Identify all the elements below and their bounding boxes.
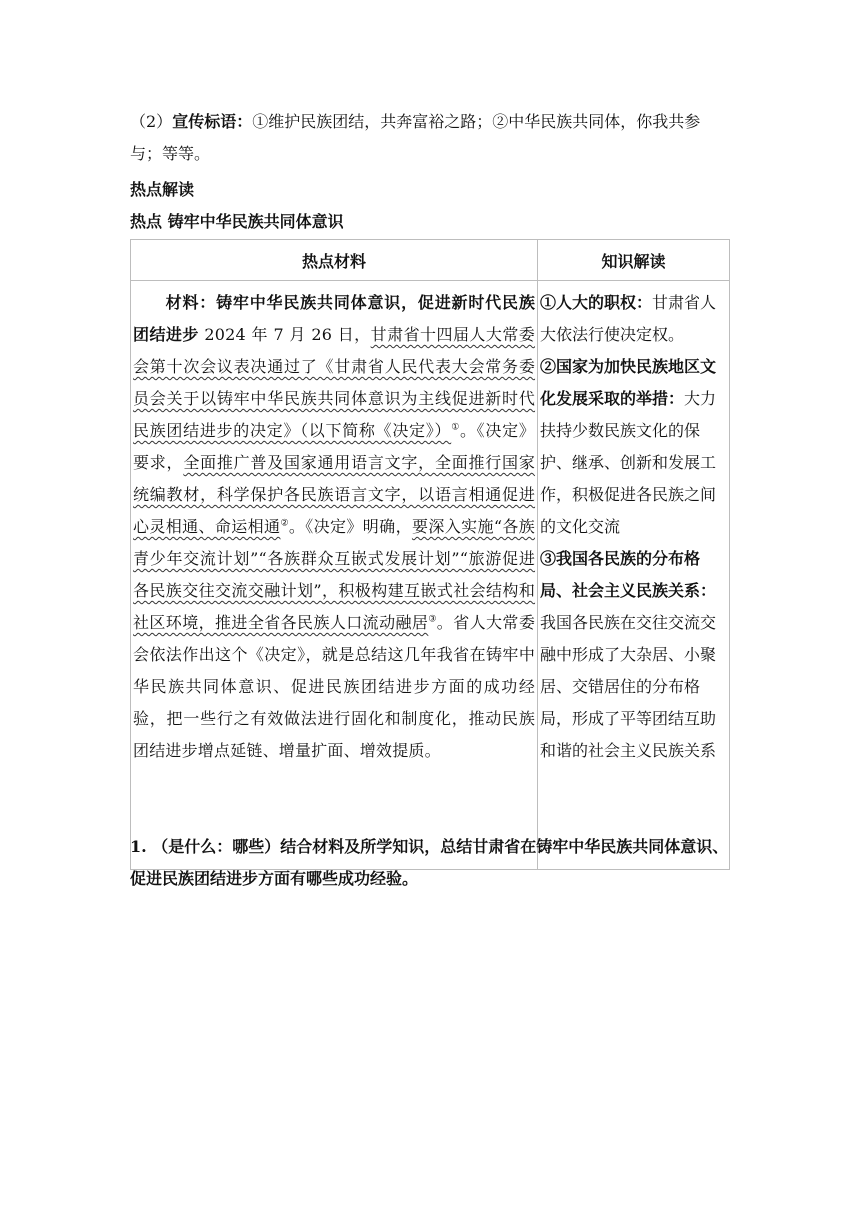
question-number: 1.	[130, 837, 147, 856]
material-cell	[131, 281, 538, 870]
marker-1: ①	[451, 422, 460, 433]
table-content-row	[131, 281, 730, 870]
material-text-3: 。《决定》明确，	[288, 517, 412, 536]
header-knowledge: 知识解读	[538, 240, 730, 281]
question-paragraph	[130, 831, 730, 895]
slogan-text: ①维护民族团结，共奔富裕之路；②中华民族共同体，你我共参与；等等。	[130, 112, 701, 163]
slogan-paragraph	[130, 106, 730, 170]
material-underline-1: 甘肃省十四届人大常委会第十次会议表决通过了《甘肃省人民代表大会常务委员会关于以铸牢中华民族共同体意识为主线促进新时代民族团结进步的决定》（以下简称《决定》）	[133, 325, 536, 440]
knowledge-text-3: 我国各民族在交往交流交融中形成了大杂居、小聚居、交错居住的分布格局，形成了平等团结互助和谐的社会主义民族关系	[540, 613, 717, 760]
knowledge-text-1: 甘肃省人大依法行使决定权。	[540, 293, 717, 344]
header-material: 热点材料	[131, 240, 538, 281]
knowledge-cell	[538, 281, 730, 870]
material-text-1: 2024 年 7 月 26 日，	[198, 325, 371, 344]
knowledge-item	[540, 287, 727, 351]
material-underline-2: 全面推广普及国家通用语言文字，全面推行国家统编教材，科学保护各民族语言文字，以语言相通促进心灵相通、命运相通	[133, 453, 536, 536]
material-text-2: 。《决定》要求，	[133, 421, 536, 472]
knowledge-text-2: 大力扶持少数民族文化的保护、继承、创新和发展工作，积极促进各民族之间的文化交流	[540, 389, 717, 536]
table-header-row	[131, 240, 730, 281]
question-text: （是什么：哪些）结合材料及所学知识，总结甘肃省在铸牢中华民族共同体意识、促进民族团结进步方面有哪些成功经验。	[130, 837, 729, 888]
knowledge-title-1: ①人大的职权：	[540, 293, 653, 312]
hotspot-title: 热点 铸牢中华民族共同体意识	[130, 212, 344, 231]
material-lead: 材料：铸牢中华民族共同体意识，促进新时代民族团结进步	[133, 293, 536, 344]
material-text-4: 。省人大常委会依法作出这个《决定》，就是总结这几年我省在铸牢中华民族共同体意识、促进民族团结进步方面的成功经验，把一些行之有效做法进行固化和制度化，推动民族团结进步增点延链、增量扩面、增效提质。	[133, 613, 536, 760]
slogan-prefix: （2）	[130, 112, 173, 131]
slogan-label: 宣传标语：	[172, 112, 253, 131]
marker-3: ③	[428, 614, 437, 625]
knowledge-title-2: ②国家为加快民族地区文化发展采取的举措：	[540, 357, 717, 408]
knowledge-title-3: ③我国各民族的分布格局、社会主义民族关系：	[540, 549, 717, 600]
section-title: 热点解读	[130, 180, 195, 199]
knowledge-item	[540, 351, 727, 543]
marker-2: ②	[280, 518, 289, 529]
hotspot-table	[130, 239, 730, 870]
knowledge-item	[540, 543, 727, 767]
material-underline-3: 要深入实施“各族青少年交流计划”“各族群众互嵌式发展计划”“旅游促进各民族交往交流交融计划”，积极构建互嵌式社会结构和社区环境，推进全省各民族人口流动融居	[133, 517, 536, 632]
